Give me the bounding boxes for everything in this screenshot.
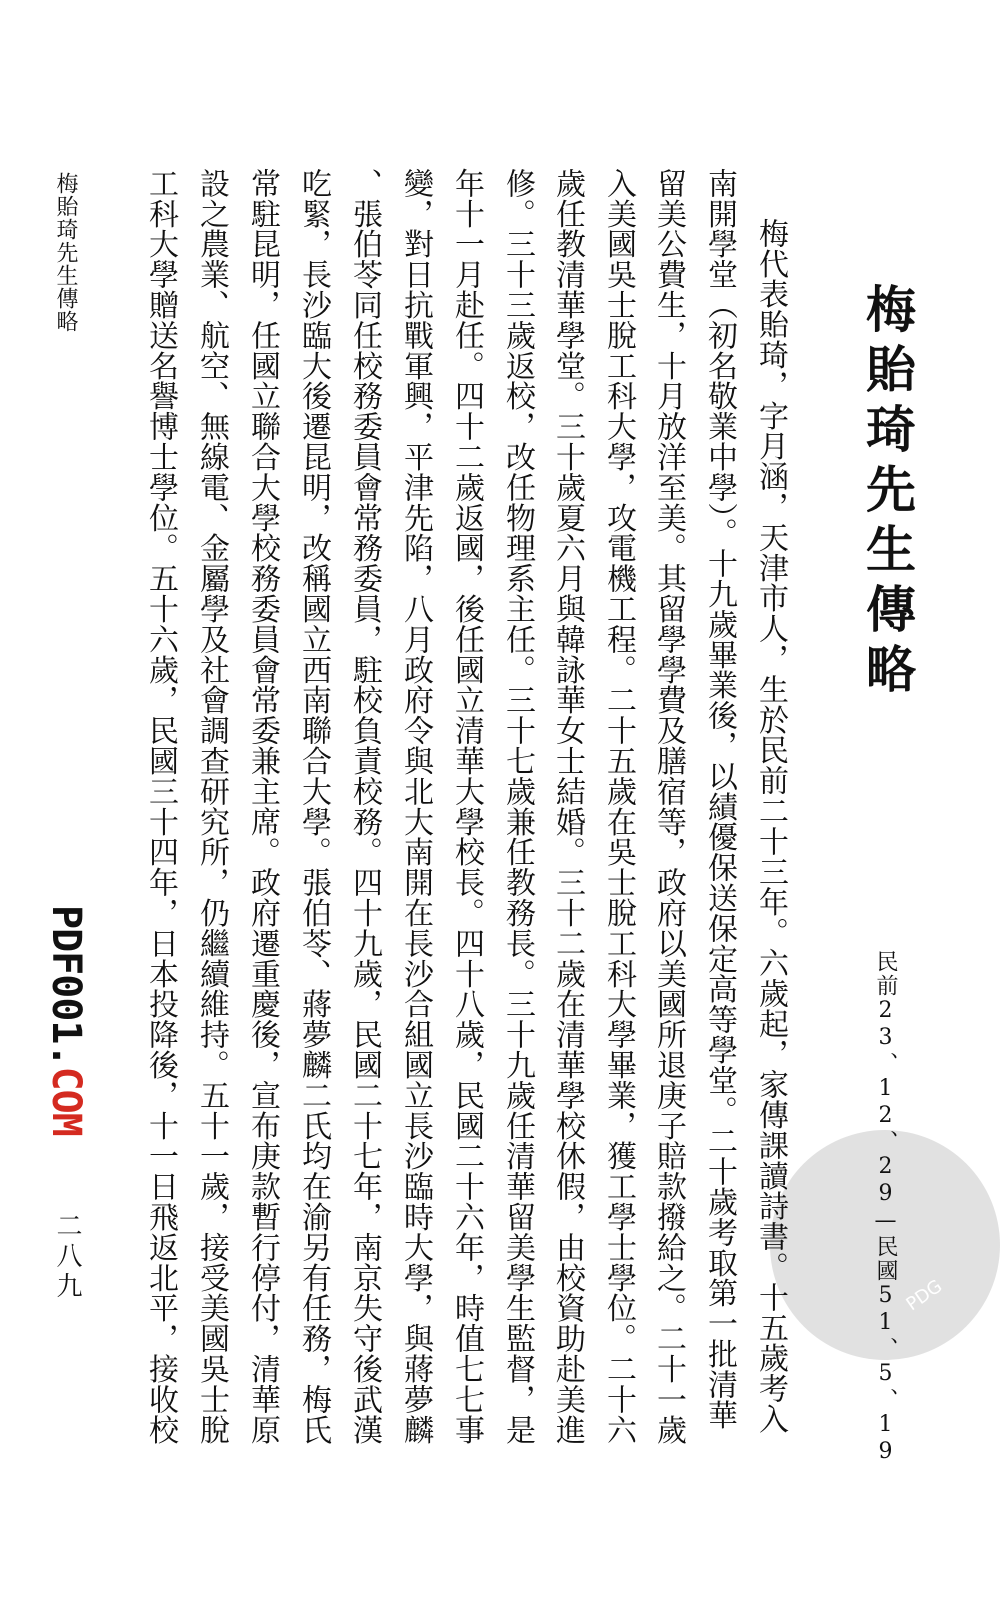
life-dates: 民前23、12、29—民國51、5、19 [873, 950, 898, 1466]
text-column: 入美國吳士脫工科大學，攻電機工程。二十五歲在吳士脫工科大學畢業，獲工學士學位。二十六 [601, 168, 636, 1445]
brand-watermark [43, 905, 89, 1145]
brand-text-red: COM [43, 1066, 89, 1136]
page-title: 梅貽琦先生傳略 [858, 283, 917, 703]
text-column: 南開學堂（初名敬業中學）。十九歲畢業後，以績優保送保定高等學堂。二十歲考取第一批清華 [702, 168, 737, 1430]
text-column: 歲任教清華學堂。三十歲夏六月與韓詠華女士結婚。三十二歲在清華學校休假，由校資助赴美進 [550, 168, 585, 1445]
running-title: 梅貽琦先生傳略 [53, 172, 78, 333]
page-number: 二八九 [52, 1212, 82, 1302]
text-column: 梅代表貽琦，字月涵，天津市人，生於民前二十三年。六歲起，家傳課讀詩書。十五歲考入 [753, 218, 788, 1434]
text-column: 設之農業、航空、無線電、金屬學及社會調查研究所，仍繼續維持。五十一歲，接受美國吳士脫 [194, 168, 229, 1445]
brand-text-black: PDF001. [43, 905, 89, 1067]
text-column: 吃緊，長沙臨大後遷昆明，改稱國立西南聯合大學。張伯苓、蔣夢麟二氏均在渝另有任務，梅氏 [296, 168, 331, 1445]
text-column: 常駐昆明，任國立聯合大學校務委員會常委兼主席。政府遷重慶後，宣布庚款暫行停付，清華原 [245, 168, 280, 1445]
text-column: 留美公費生，十月放洋至美。其留學學費及膳宿等，政府以美國所退庚子賠款撥給之。二十一歲 [651, 168, 686, 1445]
seal-label: PDG [902, 1275, 947, 1316]
text-column: 工科大學贈送名譽博士學位。五十六歲，民國三十四年，日本投降後，十一日飛返北平，接收校 [143, 168, 178, 1445]
text-column: 年十一月赴任。四十二歲返國，後任國立清華大學校長。四十八歲，民國二十六年，時值七七事 [449, 168, 484, 1445]
text-column: 修。三十三歲返校，改任物理系主任。三十七歲兼任教務長。三十九歲任清華留美學生監督，是 [500, 168, 535, 1445]
text-column: 、張伯苓同任校務委員會常務委員，駐校負責校務。四十九歲，民國二十七年，南京失守後武漢 [347, 168, 382, 1445]
text-column: 變，對日抗戰軍興，平津先陷，八月政府令與北大南開在長沙合組國立長沙臨時大學，與蔣夢麟 [398, 168, 433, 1445]
